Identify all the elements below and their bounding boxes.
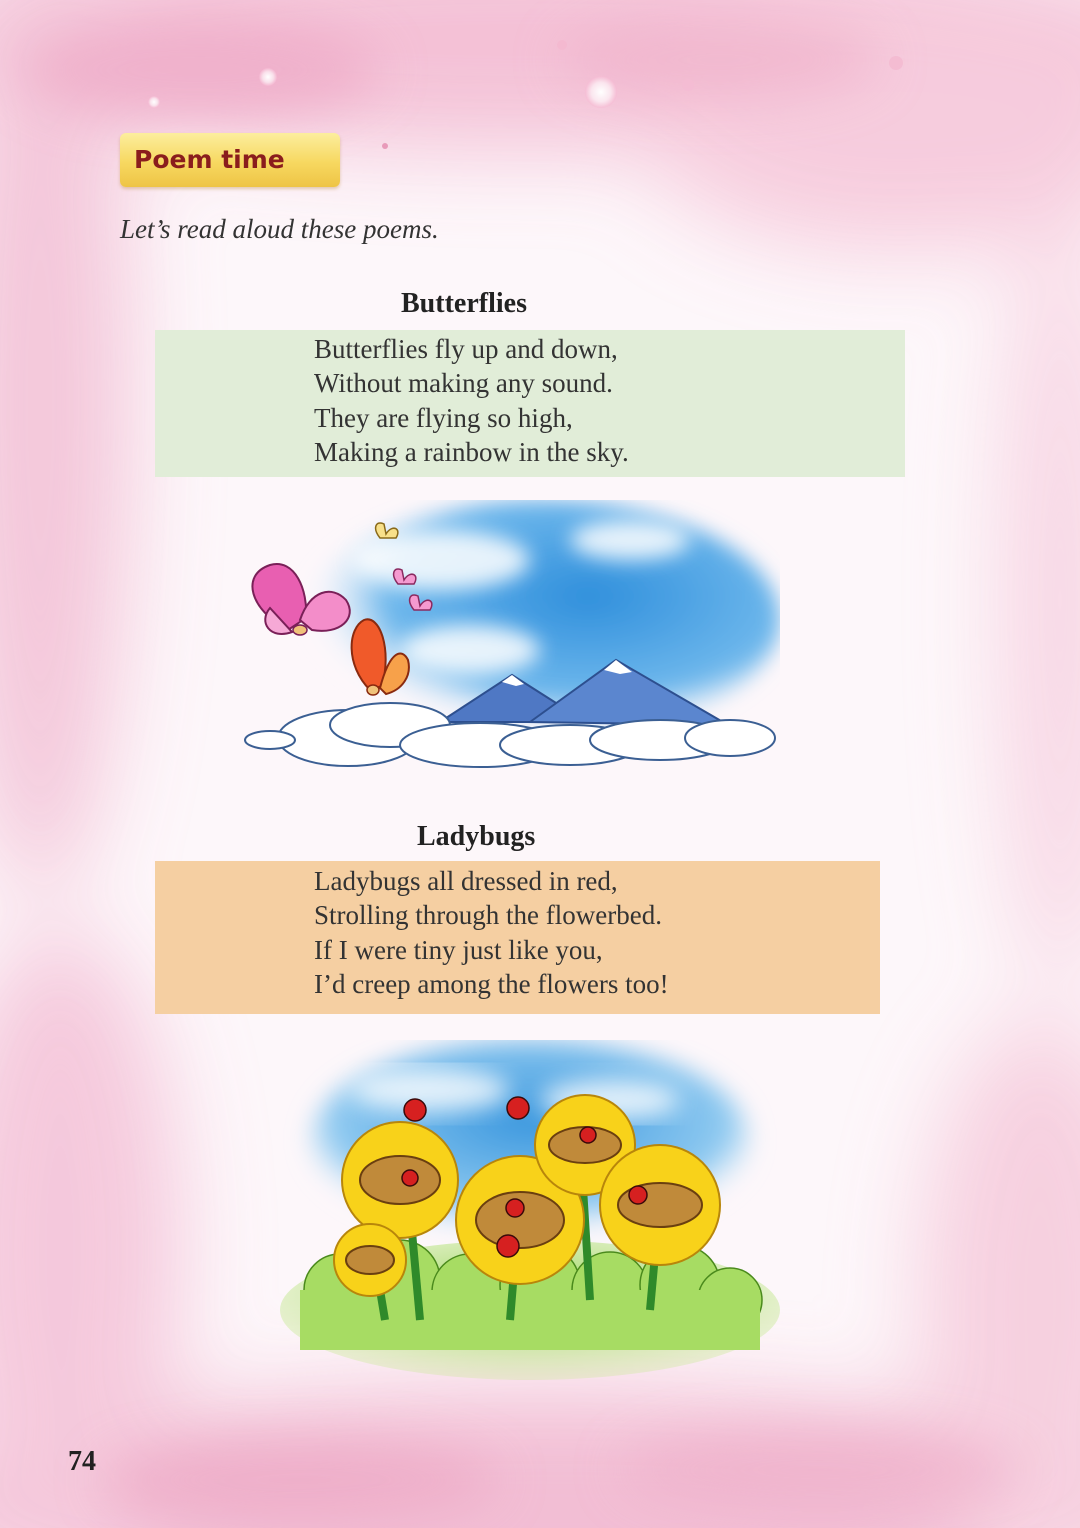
poem-line: Without making any sound. (314, 368, 613, 398)
butterflies-illustration (240, 500, 780, 780)
section-label-text: Poem time (134, 145, 285, 174)
section-label (120, 133, 340, 187)
poem-line: I’d creep among the flowers too! (314, 969, 669, 999)
poem-line: Strolling through the flowerbed. (314, 900, 662, 930)
poem-line: Butterflies fly up and down, (314, 334, 618, 364)
ladybugs-illustration (280, 1040, 780, 1380)
poem-title-butterflies: Butterflies (401, 288, 527, 319)
poem-box-butterflies (155, 330, 905, 477)
poem-line: They are flying so high, (314, 403, 573, 433)
instruction-text: Let’s read aloud these poems. (120, 214, 439, 244)
poem-title-ladybugs: Ladybugs (417, 821, 536, 852)
poem-line: Making a rainbow in the sky. (314, 437, 629, 467)
poem-box-ladybugs (155, 861, 880, 1014)
page-number: 74 (68, 1446, 96, 1477)
poem-line: Ladybugs all dressed in red, (314, 866, 618, 896)
poem-line: If I were tiny just like you, (314, 935, 603, 965)
